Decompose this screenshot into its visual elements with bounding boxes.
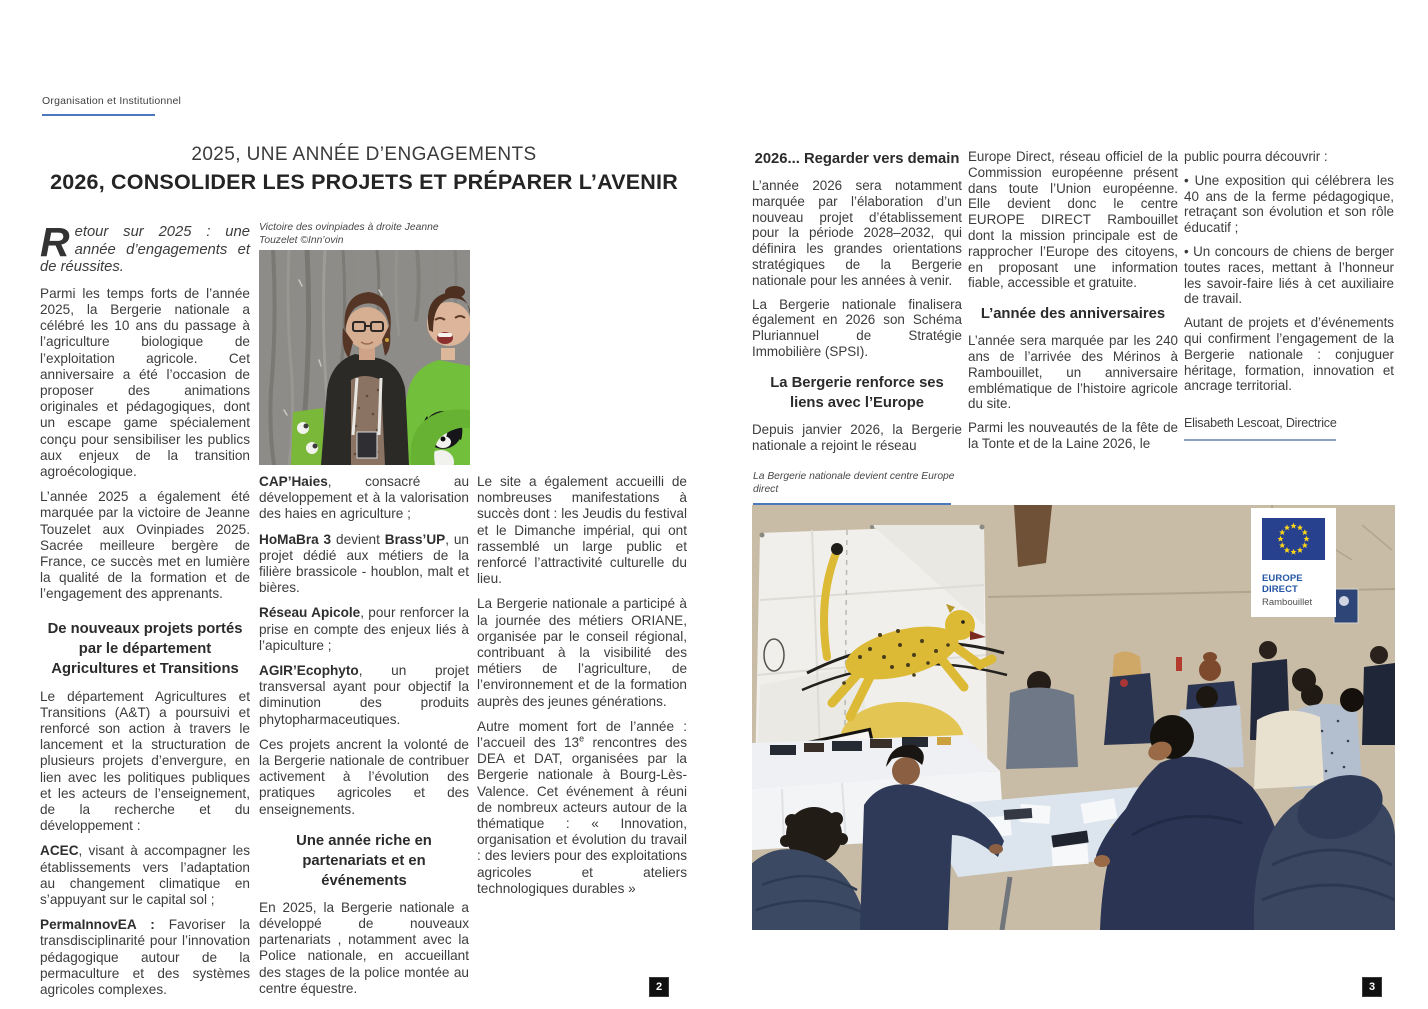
column-heading: De nouveaux projets portés par le département Agricultures et Transitions — [47, 620, 243, 677]
signature-rule — [1184, 439, 1336, 441]
column-heading: La Bergerie renforce ses liens avec l’Europe — [770, 374, 944, 411]
column-heading: 2026... Regarder vers demain — [754, 151, 960, 167]
title-line-2: 2026, CONSOLIDER LES PROJETS ET PRÉPARER L’AVENIR — [50, 170, 678, 194]
paragraph-text: Autre moment fort de l’année : l’accueil des 13 — [477, 718, 687, 751]
fire-extinguisher — [1176, 657, 1182, 671]
paragraph: Le site a également accueilli de nombreuses manifestations à succès dont : les Jeudis du festival et le Dimanche impérial, qui ont rassemblé un large public et renforcé l’attractivité culturelle du lieu. — [477, 474, 687, 587]
paragraph: En 2025, la Bergerie nationale a développé de nouveaux partenariats , notamment avec la Police nationale, en accueillant des stages de la police montée au centre équestre. — [259, 899, 469, 996]
bullet-item: • Une exposition qui célébrera les 40 ans de la ferme pédagogique, retraçant son évolution et son rôle éducatif ; — [1184, 172, 1394, 236]
photo-caption: Victoire des ovinpiades à droite Jeanne Touzelet ©Inn’ovin — [259, 222, 439, 246]
paragraph: Parmi les temps forts de l’année 2025, la Bergerie nationale a célébré les 10 ans du passage à l’agriculture biologique de l’exploitation agricole. Cet anniversaire a été l’occasion de proposer des animations originales et pédagogiques, dont un escape game spécialement conçu pour sensibiliser les publics aux enjeux de la transition agroécologique. — [40, 285, 250, 480]
wall-poster — [1334, 589, 1358, 623]
paragraph: public pourra découvrir : — [1184, 149, 1328, 164]
section-tag: Organisation et Institutionnel — [42, 95, 182, 107]
paragraph-text: , consacré au développement et à la valorisation des haies en agriculture ; — [259, 474, 469, 522]
intro-text: etour sur 2025 : une année d’engagements et de réussites. — [40, 224, 250, 276]
paragraph: L’année 2025 a également été marquée par la victoire de Jeanne Touzelet aux Ovinpiades 2025. Sacrée meilleure bergère de France, ce succès met en lumière la qualité de la formation et de l’engagement des apprenants. — [40, 489, 250, 602]
paragraph — [259, 605, 469, 654]
paragraph — [477, 719, 687, 897]
left-column-2 — [259, 474, 469, 1006]
right-column-2 — [968, 149, 1178, 460]
article-title — [40, 144, 688, 195]
bullet-item: • Un concours de chiens de berger toutes races, mettant à l’honneur les savoir-faire liés à cet auxiliaire de travail. — [1184, 243, 1394, 307]
poster-detail — [1339, 596, 1349, 606]
section-tag-rule — [42, 114, 155, 116]
left-column-1 — [40, 219, 250, 1007]
europe-direct-logo — [1251, 508, 1336, 617]
paragraph: L’année sera marquée par les 240 ans de l’arrivée des Mérinos à Rambouillet, un anniversaire emblématique de l’histoire agricole du site. — [968, 333, 1178, 412]
ovinpiades-photo — [259, 250, 470, 465]
intro-paragraph — [40, 219, 250, 277]
paragraph-text: devient — [331, 531, 385, 547]
left-column-3 — [477, 474, 687, 906]
ordinal-superscript: e — [579, 733, 585, 744]
paragraph — [40, 917, 250, 998]
signature: Elisabeth Lescoat, Directrice — [1184, 416, 1337, 431]
page-number-left: 2 — [649, 977, 669, 997]
right-column-3 — [1184, 149, 1394, 441]
paragraph — [259, 663, 469, 728]
logo-text-line1: EUROPE DIRECT — [1262, 573, 1303, 595]
paragraph: La Bergerie nationale a participé à la journée des métiers ORIANE, organisée par le conseil régional, contribuant à la visibilité des métiers de l’agriculture, de l’environnement et de la formation auprès des jeunes générations. — [477, 596, 687, 709]
paragraph — [259, 532, 469, 597]
project-name: CAP’Haies — [259, 474, 328, 489]
column-heading: Une année riche en partenariats et en événements — [296, 832, 432, 889]
paragraph-text: Favoriser la transdisciplinarité pour l’innovation pédagogique autour de la permaculture et des systèmes agricoles complexes. — [40, 917, 250, 998]
eu-flag-icon — [1262, 518, 1325, 560]
paragraph-text: , un projet dédié aux métiers de la filière brassicole - houblon, malt et bières. — [259, 531, 469, 596]
logo-text-line2: Rambouillet — [1262, 597, 1313, 608]
paragraph: Europe Direct, réseau officiel de la Commission européenne présent dans toute l’Union européenne. Elle devient donc le centre EUROPE DIRECT Rambouillet dont la mission principale est de rapprocher l’Europe des citoyens, en proposant une information fiable, accessible et gratuite. — [968, 149, 1178, 291]
paragraph: Ces projets ancrent la volonté de la Bergerie nationale de contribuer activement à l’évolution des pratiques agricoles et des enseignements. — [259, 736, 469, 817]
paragraph-text: , pour renforcer la prise en compte des enjeux liés à l’apiculture ; — [259, 605, 470, 653]
project-name: PermaInnovEA : — [40, 917, 155, 933]
paragraph — [40, 843, 250, 908]
wood-beam — [1014, 505, 1052, 567]
project-name: AGIR’Ecophyto — [259, 663, 359, 679]
project-name: Réseau Apicole — [259, 605, 361, 621]
photo-caption-block — [753, 470, 965, 505]
paragraph — [259, 474, 469, 523]
paragraph: Autant de projets et d’événements qui confirment l’engagement de la Bergerie nationale : conjuguer héritage, formation, innovation et ancrage territorial. — [1184, 315, 1394, 394]
paragraph-text: rencontres des DEA et DAT, organisées par la Bergerie nationale à Bourg-Lès-Valence. Cet événement à réuni de nombreux acteurs autour de la thématique : « Innovation, organisation et évolution du travail : des leviers pour des exploitations agricoles et ateliers technologiques durables » — [477, 735, 688, 896]
project-name: ACEC — [40, 843, 79, 859]
green-sign — [291, 408, 325, 465]
paragraph: Le département Agricultures et Transitions (A&T) a poursuivi et renforcé son action à travers le lancement et la structuration de plusieurs projets d’envergure, en lien avec les politiques publiques et les acteurs de l’enseignement, de la recherche et du développement : — [40, 688, 250, 834]
paragraph: Depuis janvier 2026, la Bergerie nationale a rejoint le réseau — [752, 421, 962, 453]
paragraph: La Bergerie nationale finalisera également en 2026 son Schéma Pluriannuel de Stratégie Immobilière (SPSI). — [752, 296, 962, 359]
dropcap: R — [40, 219, 70, 265]
paragraph: L’année 2026 sera notamment marquée par l’élaboration d’un nouveau projet d’établissement pour la période 2028–2032, qui définira les grandes orientations stratégiques de la Bergerie nationale pour les années à venir. — [752, 178, 962, 288]
title-line-1: 2025, UNE ANNÉE D’ENGAGEMENTS — [191, 144, 537, 165]
right-column-1 — [752, 149, 962, 461]
page-number-right: 3 — [1362, 977, 1382, 997]
photo-caption: La Bergerie nationale devient centre Europe direct — [753, 471, 955, 495]
column-heading: L’année des anniversaires — [980, 306, 1166, 323]
project-name: Brass’UP — [384, 531, 446, 547]
paragraph-text: , un projet transversal ayant pour objectif la diminution des produits phytopharmaceutiques. — [259, 663, 469, 727]
project-name: HoMaBra 3 — [259, 531, 332, 547]
paragraph-text: , visant à accompagner les établissements vers l’adaptation au changement climatique en s’appuyant sur le capital sol ; — [40, 843, 250, 908]
paragraph: Parmi les nouveautés de la fête de la Tonte et de la Laine 2026, le — [968, 420, 1178, 451]
